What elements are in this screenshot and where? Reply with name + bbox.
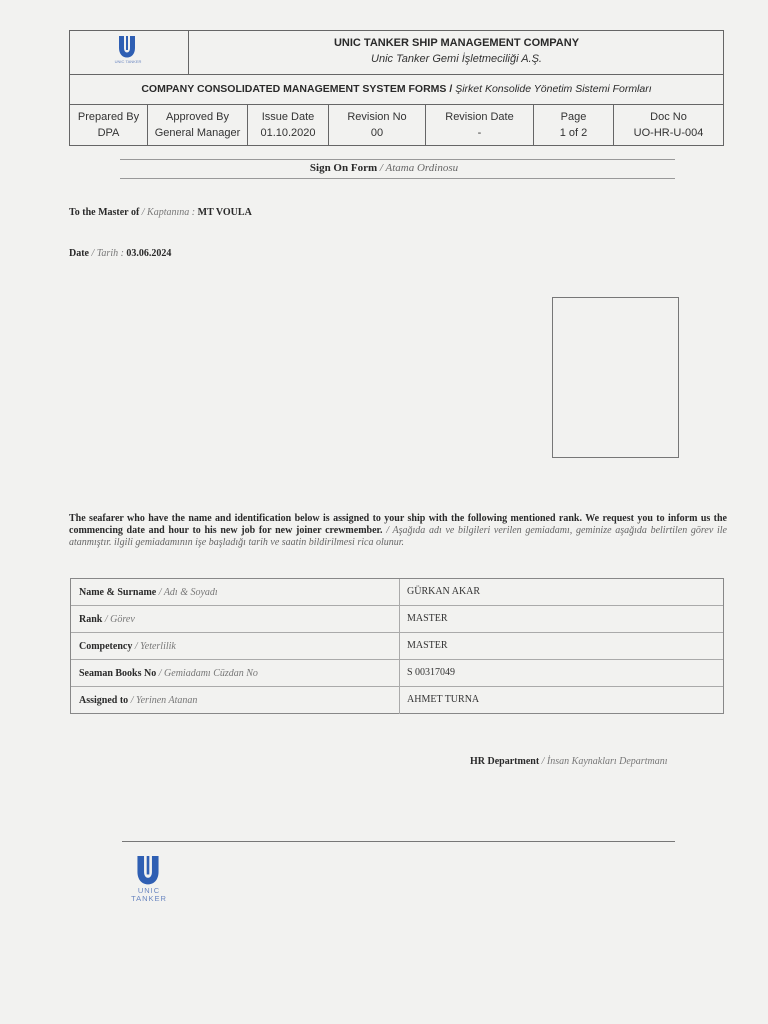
- form-title-en: Sign On Form: [309, 162, 378, 174]
- header-forms-row: [70, 74, 723, 105]
- header-logo-text: UNIC TANKER: [114, 59, 142, 64]
- label-tr: / Adı & Soyadı: [158, 587, 218, 598]
- row-value: GÜRKAN AKAR: [407, 586, 481, 597]
- meta-key: Doc No: [650, 111, 687, 123]
- column-divider: [399, 633, 400, 659]
- footer-logo-text: UNIC TANKER: [131, 886, 167, 903]
- meta-key: Prepared By: [77, 111, 140, 123]
- meta-value: 01.10.2020: [260, 127, 316, 139]
- seafarer-details-table: [70, 578, 724, 714]
- meta-value: -: [477, 127, 482, 139]
- footer-unic-tanker-logo-icon: [135, 856, 161, 885]
- date-line: [69, 248, 171, 259]
- meta-value: 1 of 2: [559, 127, 588, 139]
- meta-value: UO-HR-U-004: [633, 127, 704, 139]
- master-label-tr: / Kaptanına :: [141, 207, 196, 218]
- row-label: [79, 668, 258, 679]
- label-en: Competency: [79, 641, 133, 652]
- forms-title: [70, 83, 723, 95]
- forms-title-tr: Şirket Konsolide Yönetim Sistemi Formları: [455, 83, 652, 95]
- label-tr: / Gemiadamı Cüzdan No: [158, 668, 258, 679]
- meta-revision-date: [426, 104, 534, 146]
- date-label: Date: [69, 248, 89, 259]
- title-top-rule: [120, 159, 675, 160]
- hr-department-signature: [470, 756, 667, 767]
- header-company-row: [70, 31, 723, 75]
- footer-rule: [122, 841, 675, 842]
- master-line: [69, 207, 252, 218]
- meta-issue-date: [248, 104, 329, 146]
- table-row: [71, 660, 723, 687]
- meta-value: General Manager: [154, 127, 241, 139]
- row-value: MASTER: [407, 640, 448, 651]
- master-value: MT VOULA: [197, 207, 252, 218]
- column-divider: [399, 660, 400, 686]
- label-en: Name & Surname: [79, 587, 157, 598]
- meta-doc-no: [614, 104, 723, 146]
- meta-approved-by: [148, 104, 248, 146]
- column-divider: [399, 687, 400, 714]
- photo-box: [552, 297, 679, 458]
- meta-key: Revision Date: [445, 111, 514, 123]
- table-row: [71, 687, 723, 714]
- row-value: AHMET TURNA: [407, 694, 480, 705]
- meta-key: Issue Date: [261, 111, 315, 123]
- meta-value: DPA: [97, 127, 120, 139]
- hr-dept-en: HR Department: [470, 756, 540, 767]
- label-en: Seaman Books No: [79, 668, 157, 679]
- header-meta-row: [70, 104, 723, 146]
- table-row: [71, 633, 723, 660]
- label-en: Rank: [79, 614, 103, 625]
- row-value: MASTER: [407, 613, 448, 624]
- header-logo-cell: [70, 31, 189, 74]
- unic-tanker-logo-icon: [118, 36, 136, 58]
- label-tr: / Yeterlilik: [134, 641, 176, 652]
- meta-revision-no: [329, 104, 426, 146]
- row-label: [79, 641, 176, 652]
- company-name: UNIC TANKER SHIP MANAGEMENT COMPANY: [333, 37, 580, 49]
- meta-value: 00: [370, 127, 384, 139]
- forms-title-en: COMPANY CONSOLIDATED MANAGEMENT SYSTEM FORMS /: [141, 83, 453, 95]
- company-subtitle: Unic Tanker Gemi İşletmeciliği A.Ş.: [371, 53, 542, 65]
- column-divider: [399, 579, 400, 605]
- paragraph-tr: / Aşağıda adı ve bilgileri verilen gemiadamı, geminize aşağıda belirtilen görev ile atanmıştır. ilgili gemiadamının işe başladığı tarih ve saatin bildirilmesi rica olunur.: [69, 525, 727, 548]
- meta-page: [534, 104, 614, 146]
- meta-key: Revision No: [347, 111, 407, 123]
- date-label-tr: / Tarih :: [91, 248, 124, 259]
- row-label: [79, 614, 135, 625]
- meta-prepared-by: [70, 104, 148, 146]
- table-row: [71, 579, 723, 606]
- meta-key: Approved By: [166, 111, 229, 123]
- column-divider: [399, 606, 400, 632]
- date-value: 03.06.2024: [126, 248, 172, 259]
- label-tr: / Yerinen Atanan: [130, 695, 198, 706]
- paragraph-en: The seafarer who have the name and identification below is assigned to your ship with the following mentioned rank. We request you to inform us the commencing date and hour to his new job for new joiner crewmember.: [69, 513, 727, 536]
- row-label: [79, 695, 197, 706]
- table-row: [71, 606, 723, 633]
- meta-key: Page: [560, 111, 587, 123]
- row-value: S 00317049: [407, 667, 456, 678]
- label-tr: / Görev: [104, 614, 135, 625]
- assignment-paragraph: [69, 513, 727, 549]
- hr-dept-tr: / İnsan Kaynakları Departmanı: [541, 756, 668, 767]
- form-title: [0, 162, 768, 174]
- master-label: To the Master of: [69, 207, 140, 218]
- label-en: Assigned to: [79, 695, 129, 706]
- row-label: [79, 587, 218, 598]
- form-title-tr: / Atama Ordinosu: [379, 162, 459, 174]
- title-bottom-rule: [120, 178, 675, 179]
- document-header: [69, 30, 724, 146]
